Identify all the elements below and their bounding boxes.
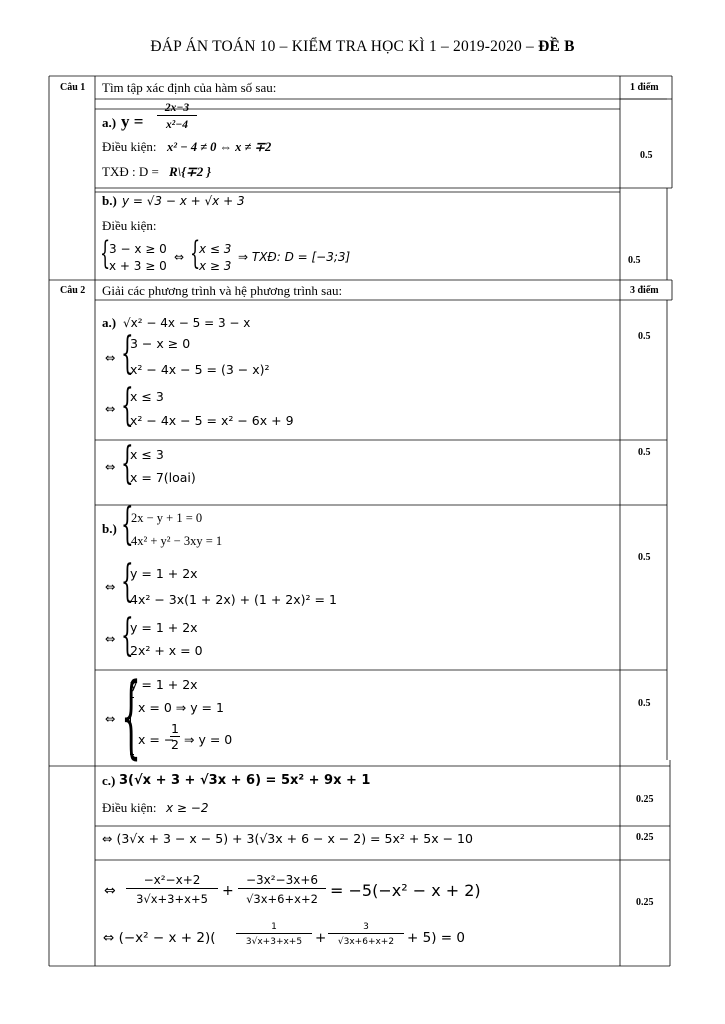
q2b-brace-2: { <box>121 556 134 607</box>
q1a-domain: R\{∓2 } <box>169 164 211 179</box>
q2-prompt: Giải các phương trình và hệ phương trình sau: <box>102 283 343 298</box>
title-variant: ĐỀ B <box>538 38 575 55</box>
q2c-step2-num2: −3x²−3x+6 <box>238 873 326 889</box>
q1b-equiv: ⇔ <box>174 250 185 264</box>
q2b-system-line2: 4x² + y² − 3xy = 1 <box>131 534 223 548</box>
q2a-brace-2: { <box>121 380 134 431</box>
q1b-function: y = √3 − x + √x + 3 <box>122 194 245 208</box>
q1b-brace-2: { <box>190 234 201 272</box>
q1a-numerator: 2x−3 <box>157 102 197 116</box>
q2a-equiv-3: ⇔ <box>105 459 116 474</box>
q2c-step3-num1: 1 <box>236 921 312 934</box>
q2b-s3-line1: y = 1 + 2x <box>130 677 198 692</box>
page-title <box>0 38 725 56</box>
q2b-system-line1: 2x − y + 1 = 0 <box>131 511 203 525</box>
q2c-step2-plus: + <box>222 883 234 899</box>
q2c-step2-num1: −x²−x+2 <box>126 873 218 889</box>
q2b-s2-line1: y = 1 + 2x <box>130 620 198 635</box>
q1b-system1-line1: 3 − x ≥ 0 <box>109 242 167 256</box>
q2c-step1: ⇔ (3√x + 3 − x − 5) + 3(√3x + 6 − x − 2) = 5x² + 5x − 10 <box>102 831 473 846</box>
q2a-s3-line1: x ≤ 3 <box>130 447 164 462</box>
q1a-func-y: y = <box>121 112 144 131</box>
q1a-label: a.) <box>102 115 117 130</box>
q1b-points: 0.5 <box>628 255 641 266</box>
q2c-step2-den2: √3x+6+x+2 <box>246 892 318 906</box>
q2b-s3-line3b: ⇒ y = 0 <box>184 732 233 747</box>
q2a-points-2: 0.5 <box>638 447 651 458</box>
q1a-points: 0.5 <box>640 150 653 161</box>
q2b-equiv-2: ⇔ <box>105 631 116 646</box>
q2c-step3-left: ⇔ (−x² − x + 2)( <box>103 930 216 946</box>
q2a-label: a.) <box>102 315 117 330</box>
q1b-brace-1: { <box>100 234 111 272</box>
q2b-equiv-1: ⇔ <box>105 579 116 594</box>
q2c-condition-label: Điều kiện: <box>102 800 157 815</box>
q2a-brace-1: { <box>121 328 134 379</box>
q2b-points-1: 0.5 <box>638 552 651 563</box>
title-main: ĐÁP ÁN TOÁN 10 – KIỂM TRA HỌC KÌ 1 – 2019-2020 – <box>150 38 539 55</box>
q2a-s3-line2: x = 7(loai) <box>130 470 196 485</box>
q1b-system2-line1: x ≤ 3 <box>199 242 232 256</box>
q2b-brace-1: { <box>121 499 134 550</box>
q2c-step2-den1: 3√x+3+x+5 <box>136 892 208 906</box>
q1a-condition-label: Điều kiện: <box>102 139 157 154</box>
q2b-s3-frac-num: 1 <box>171 721 179 736</box>
q2b-points-2: 0.5 <box>638 698 651 709</box>
q2c-equation: 3(√x + 3 + √3x + 6) = 5x² + 9x + 1 <box>119 773 371 788</box>
q2a-points-1: 0.5 <box>638 331 651 342</box>
q2b-s1-line2: 4x² − 3x(1 + 2x) + (1 + 2x)² = 1 <box>130 592 337 607</box>
q2a-equation: √x² − 4x − 5 = 3 − x <box>123 316 251 330</box>
q1a-denominator: x²−4 <box>166 119 188 131</box>
q2c-condition: x ≥ −2 <box>166 801 209 815</box>
q2b-s2-line2: 2x² + x = 0 <box>130 643 203 658</box>
q2b-brace-3: { <box>121 610 134 661</box>
q2a-equiv-1: ⇔ <box>105 350 116 365</box>
q2c-step2-rhs: = −5(−x² − x + 2) <box>330 881 481 900</box>
q2b-s1-line1: y = 1 + 2x <box>130 566 198 581</box>
q2a-brace-3: { <box>121 438 134 489</box>
q2c-step3-den2: √3x+6+x+2 <box>337 937 395 947</box>
q2c-points-1: 0.25 <box>636 794 654 805</box>
q2c-step3-num2: 3 <box>328 921 404 934</box>
q1b-system2-line2: x ≥ 3 <box>199 259 232 273</box>
q2c-step3-right: + 5) = 0 <box>407 930 465 946</box>
q2b-s3-line2: x = 0 ⇒ y = 1 <box>138 700 224 715</box>
q1-label: Câu 1 <box>60 82 86 93</box>
q1b-label: b.) <box>102 193 117 208</box>
q2b-label: b.) <box>102 521 117 536</box>
q2-points: 3 điểm <box>630 285 659 296</box>
q2c-step3-den1: 3√x+3+x+5 <box>245 937 303 947</box>
q2b-bracket <box>130 697 134 755</box>
q2b-s3-frac-den: 2 <box>171 737 179 752</box>
q2c-points-3: 0.25 <box>636 897 654 908</box>
q2a-s1-line1: 3 − x ≥ 0 <box>130 336 191 351</box>
q2a-equiv-2: ⇔ <box>105 401 116 416</box>
q1b-condition-label: Điều kiện: <box>102 218 157 233</box>
q1-prompt: Tìm tập xác định của hàm số sau: <box>102 80 277 95</box>
q2a-s1-line2: x² − 4x − 5 = (3 − x)² <box>130 362 270 377</box>
q2a-s2-line1: x ≤ 3 <box>130 389 164 404</box>
q1-points: 1 điểm <box>630 82 659 93</box>
q2b-s3-line3a: x = − <box>138 732 175 747</box>
q1b-system1-line2: x + 3 ≥ 0 <box>109 259 167 273</box>
q2a-s2-line2: x² − 4x − 5 = x² − 6x + 9 <box>130 413 294 428</box>
q2c-points-2: 0.25 <box>636 832 654 843</box>
q1b-result: ⇒ TXĐ: D = [−3;3] <box>238 250 351 264</box>
q2-label: Câu 2 <box>60 285 86 296</box>
q1a-domain-label: TXĐ : D = <box>102 164 159 179</box>
q2c-step3-plus: + <box>315 930 327 946</box>
q2c-label: c.) <box>102 773 116 788</box>
q1a-condition: x² − 4 ≠ 0 ⇔ x ≠ ∓2 <box>167 140 272 154</box>
q2b-brace-4: { <box>121 664 142 769</box>
q2c-step2-equiv: ⇔ <box>104 883 116 899</box>
q2b-equiv-3: ⇔ <box>105 711 116 726</box>
